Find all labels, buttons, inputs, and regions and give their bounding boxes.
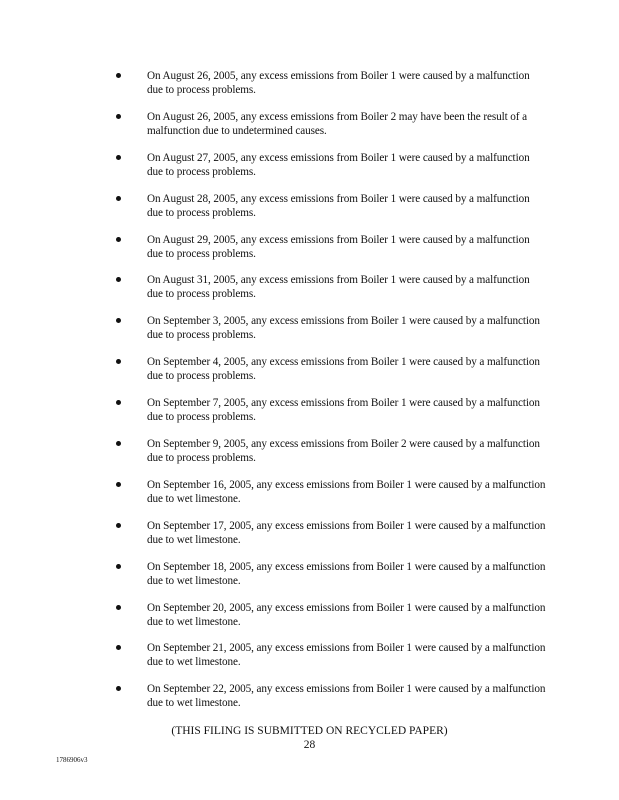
list-item [0,560,619,601]
bullet-icon [116,605,121,610]
bullet-icon [116,400,121,405]
list-item-text: On September 22, 2005, any excess emissions from Boiler 1 were caused by a malfunction due to wet limestone. [147,683,546,710]
bullet-icon [116,73,121,78]
bullet-icon [116,441,121,446]
list-item [0,641,619,682]
list-item-text: On August 26, 2005, any excess emissions from Boiler 2 may have been the result of a malfunction due to undetermined causes. [147,110,527,137]
bullet-icon [116,523,121,528]
list-item [0,110,619,151]
list-item-text: On September 20, 2005, any excess emissions from Boiler 1 were caused by a malfunction due to wet limestone. [147,601,546,628]
bullet-icon [116,686,121,691]
list-item-text: On September 9, 2005, any excess emissions from Boiler 2 were caused by a malfunction due to process problems. [147,438,540,465]
list-item [0,519,619,560]
recycled-paper-note: (THIS FILING IS SUBMITTED ON RECYCLED PAPER) [171,725,448,737]
list-item [0,396,619,437]
page-number: 28 [303,739,316,751]
list-item-text: On August 31, 2005, any excess emissions from Boiler 1 were caused by a malfunction due to process problems. [147,274,530,301]
list-item-text: On September 17, 2005, any excess emissions from Boiler 1 were caused by a malfunction due to wet limestone. [147,519,546,546]
list-item [0,233,619,274]
list-item [0,355,619,396]
list-item-text: On August 29, 2005, any excess emissions from Boiler 1 were caused by a malfunction due to process problems. [147,233,530,260]
list-item [0,192,619,233]
bullet-icon [116,482,121,487]
list-item-text: On September 4, 2005, any excess emissions from Boiler 1 were caused by a malfunction due to process problems. [147,356,540,383]
list-item [0,437,619,478]
emissions-bullet-list [0,69,619,723]
list-item [0,69,619,110]
bullet-icon [116,277,121,282]
bullet-icon [116,564,121,569]
bullet-icon [116,196,121,201]
list-item-text: On September 16, 2005, any excess emissions from Boiler 1 were caused by a malfunction due to wet limestone. [147,478,546,505]
list-item-text: On September 21, 2005, any excess emissions from Boiler 1 were caused by a malfunction due to wet limestone. [147,642,546,669]
bullet-icon [116,155,121,160]
list-item-text: On August 26, 2005, any excess emissions from Boiler 1 were caused by a malfunction due to process problems. [147,70,530,96]
list-item [0,478,619,519]
document-id: 1786906v3 [56,756,88,764]
bullet-icon [116,237,121,242]
bullet-icon [116,645,121,650]
list-item-text: On September 18, 2005, any excess emissions from Boiler 1 were caused by a malfunction due to wet limestone. [147,560,546,587]
bullet-icon [116,318,121,323]
list-item-text: On August 27, 2005, any excess emissions from Boiler 1 were caused by a malfunction due to process problems. [147,151,530,178]
list-item [0,151,619,192]
list-item-text: On September 3, 2005, any excess emissions from Boiler 1 were caused by a malfunction due to process problems. [147,315,540,342]
list-item [0,273,619,314]
list-item-text: On August 28, 2005, any excess emissions from Boiler 1 were caused by a malfunction due to process problems. [147,192,530,219]
list-item [0,601,619,642]
list-item [0,314,619,355]
bullet-icon [116,114,121,119]
list-item [0,682,619,723]
bullet-icon [116,359,121,364]
list-item-text: On September 7, 2005, any excess emissions from Boiler 1 were caused by a malfunction due to process problems. [147,397,540,424]
